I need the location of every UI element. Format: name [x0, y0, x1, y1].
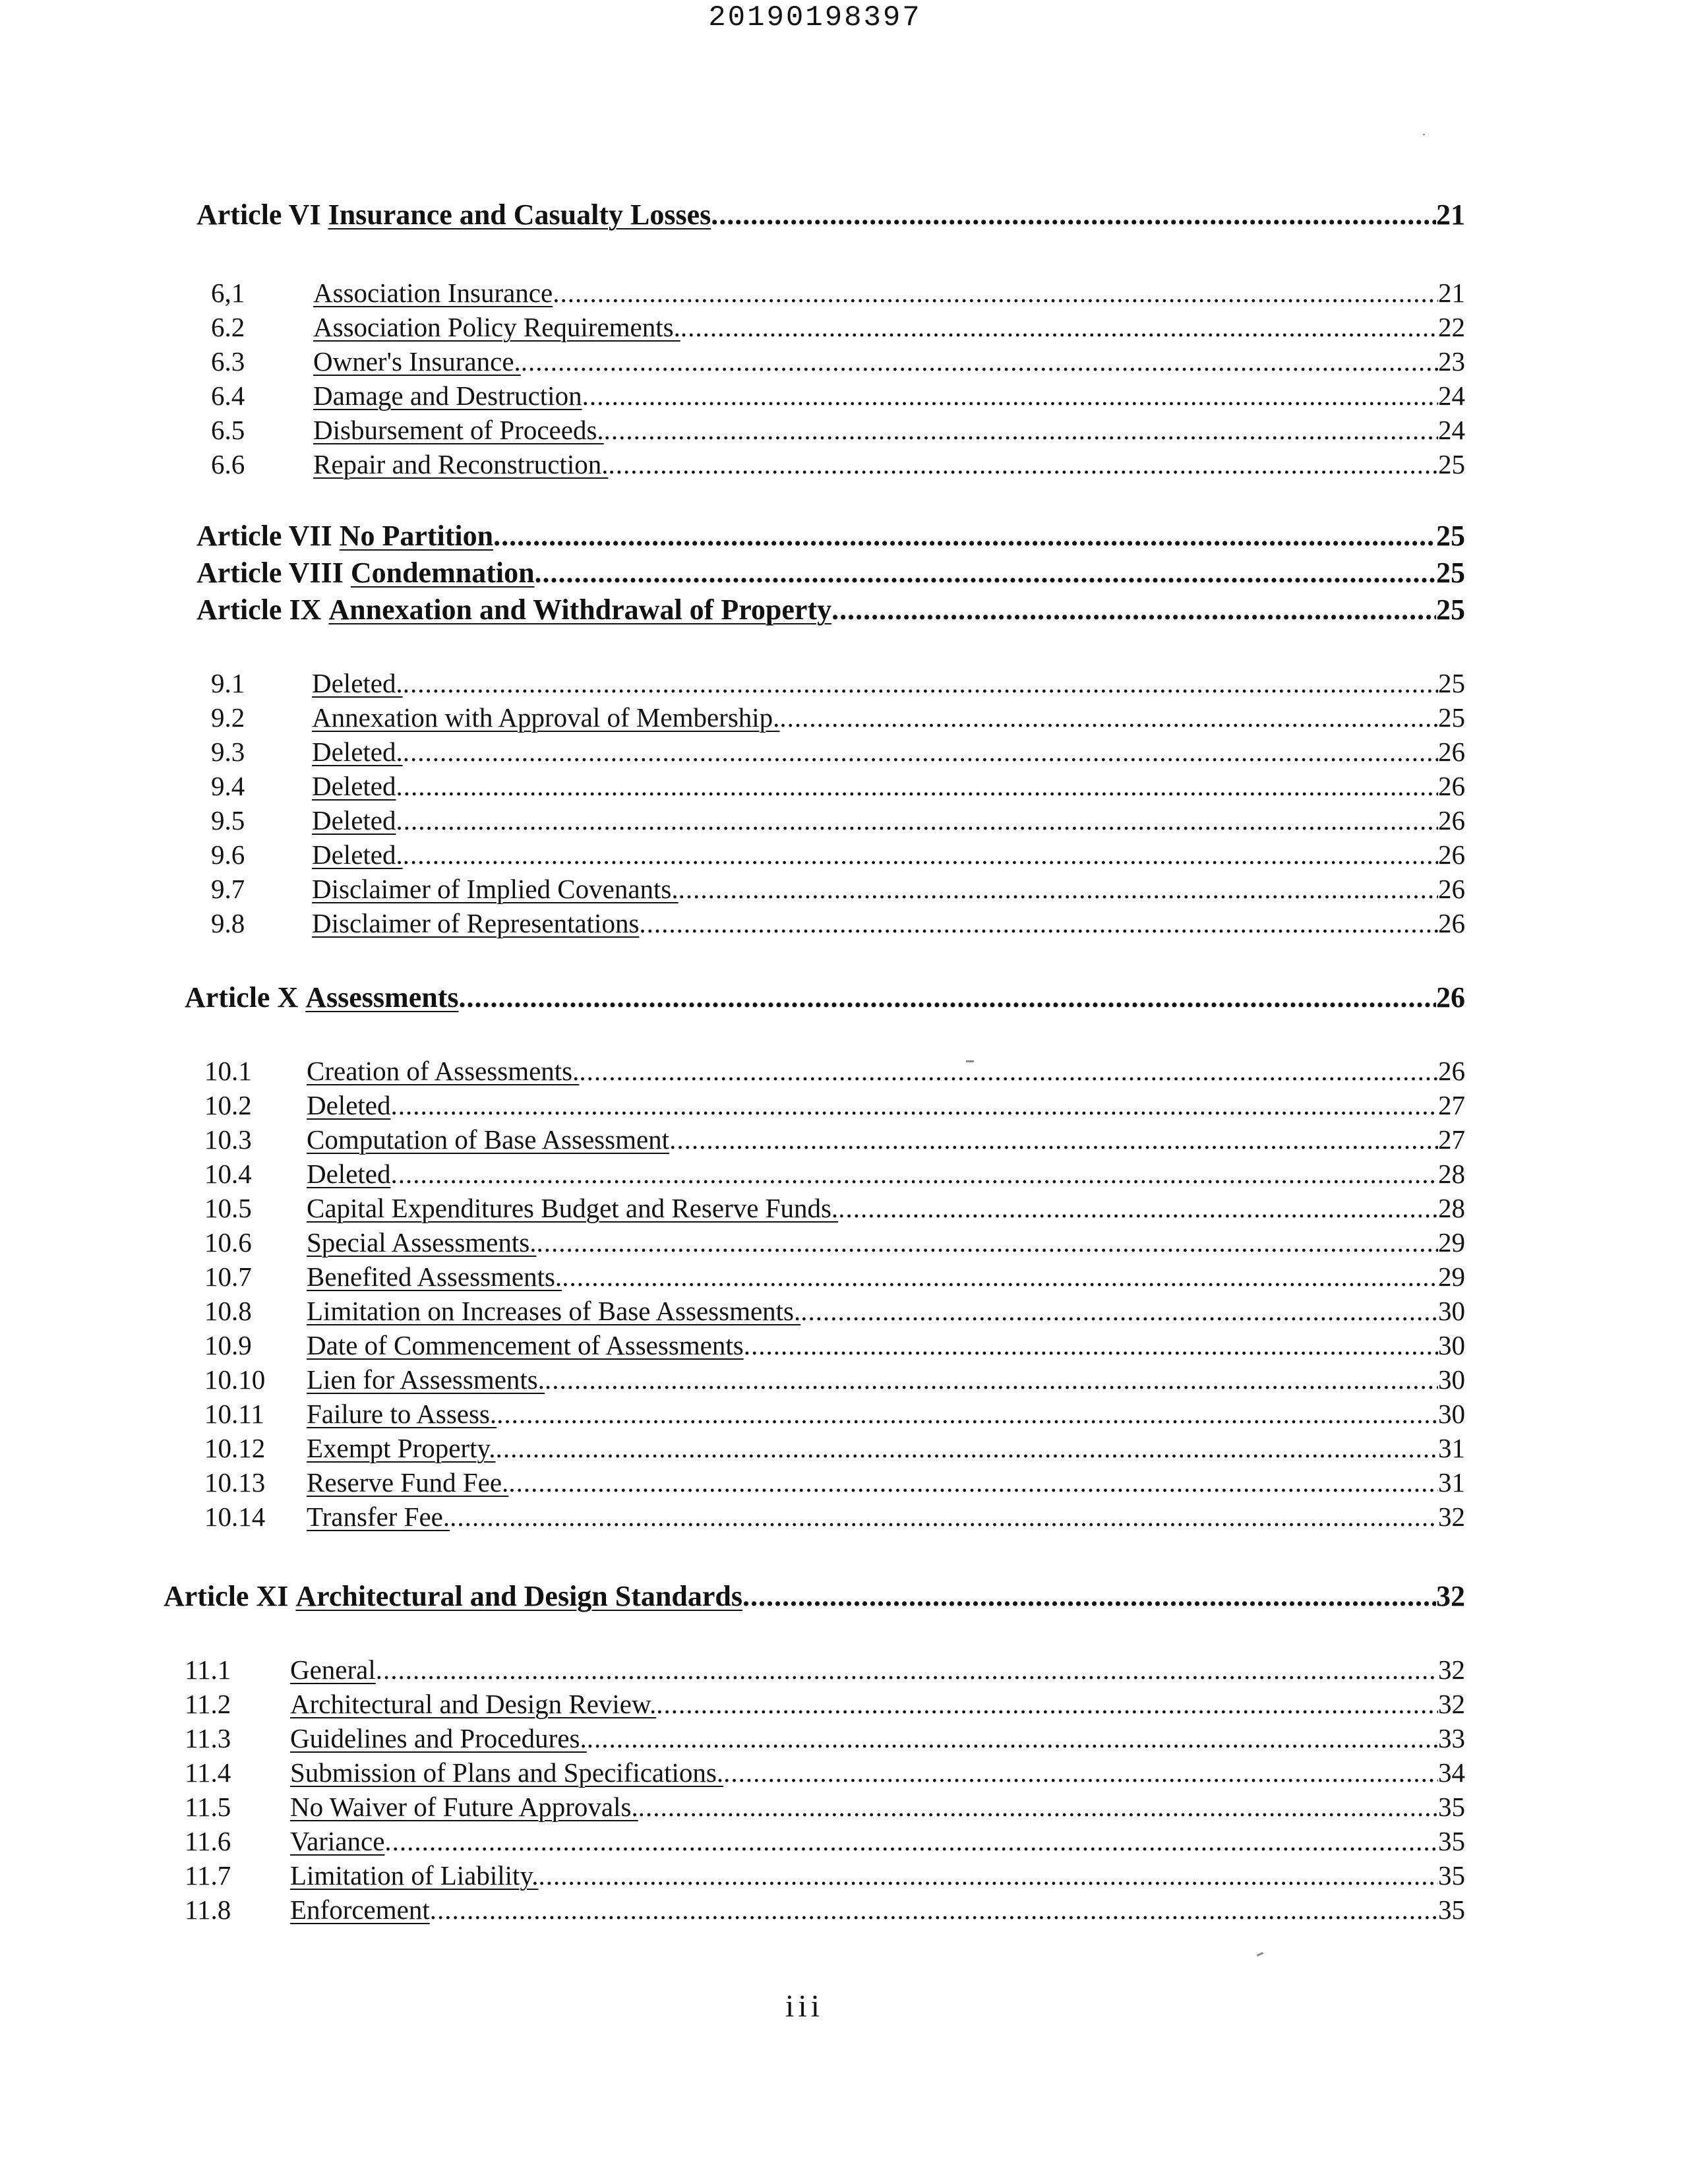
article-heading-row [164, 1579, 1465, 1613]
section-page-number: 27 [1438, 1124, 1465, 1155]
section-number: 10.1 [204, 1056, 252, 1086]
section-title-link[interactable]: Association Insurance [313, 278, 553, 308]
label-space [321, 198, 328, 231]
dot-leader [678, 873, 1438, 905]
dot-leader [545, 1364, 1438, 1395]
dot-leader [458, 981, 1436, 1014]
section-number: 9.2 [211, 702, 245, 733]
toc-section-row [204, 1261, 1465, 1292]
dot-leader [838, 1192, 1438, 1224]
section-page-number: 28 [1438, 1193, 1465, 1223]
section-page-number: 34 [1438, 1757, 1465, 1788]
dot-leader [639, 907, 1438, 939]
section-page-number: 26 [1438, 737, 1465, 767]
toc-section-row [204, 1227, 1465, 1258]
article-page-number: 21 [1436, 198, 1465, 231]
toc-section-row [204, 1158, 1465, 1190]
label-space [288, 1579, 295, 1613]
section-number: 9.7 [211, 874, 245, 904]
label-space [298, 981, 305, 1014]
section-number: 11.1 [185, 1654, 231, 1685]
section-title-link[interactable]: General [290, 1654, 376, 1685]
section-page-number: 23 [1438, 346, 1465, 377]
section-page-number: 32 [1438, 1654, 1465, 1685]
article-heading-row [196, 198, 1465, 231]
toc-section-row [185, 1825, 1465, 1857]
article-page-number: 25 [1436, 557, 1465, 589]
section-number: 11.4 [185, 1757, 231, 1788]
section-page-number: 26 [1438, 771, 1465, 801]
section-page-number: 25 [1438, 668, 1465, 698]
article-page-number: 25 [1436, 520, 1465, 552]
section-title-link[interactable]: Disclaimer of Implied Covenants. [312, 874, 678, 904]
toc-section-row [211, 277, 1465, 309]
toc-section-row [185, 1894, 1465, 1926]
toc-section-row [211, 448, 1465, 480]
section-number: 6.3 [211, 346, 245, 377]
toc-section-row [185, 1757, 1465, 1788]
dot-leader [656, 1688, 1438, 1720]
dot-leader [680, 311, 1438, 343]
article-label: Article IX [196, 593, 322, 626]
article-page-number: 32 [1436, 1580, 1465, 1612]
section-number: 11.8 [185, 1895, 231, 1925]
label-space [321, 593, 328, 626]
section-number: 9.6 [211, 839, 245, 870]
scan-speck [1257, 1952, 1263, 1957]
section-number: 6.2 [211, 312, 245, 342]
label-space [344, 556, 351, 590]
section-title-link[interactable]: Computation of Base Assessment [307, 1124, 670, 1155]
section-number: 6.4 [211, 380, 245, 411]
toc-section-row [185, 1654, 1465, 1685]
section-number: 10.11 [204, 1399, 264, 1429]
section-page-number: 26 [1438, 874, 1465, 904]
section-page-number: 33 [1438, 1723, 1465, 1753]
article-title-link[interactable]: Annexation and Withdrawal of Property [328, 593, 832, 626]
dot-leader [450, 1501, 1438, 1532]
section-page-number: 24 [1438, 415, 1465, 445]
section-number: 9.3 [211, 737, 245, 767]
dot-leader [430, 1894, 1438, 1926]
section-number: 9.5 [211, 805, 245, 835]
dot-leader [638, 1791, 1438, 1823]
dot-leader [508, 1467, 1438, 1498]
section-title-link[interactable]: Disclaimer of Representations [312, 908, 640, 938]
section-number: 10.7 [204, 1261, 252, 1292]
toc-section-row [211, 907, 1465, 939]
section-title-link[interactable]: Capital Expenditures Budget and Reserve Funds. [307, 1193, 839, 1223]
section-number: 11.5 [185, 1792, 231, 1822]
section-number: 10.3 [204, 1124, 252, 1155]
section-title-link[interactable]: Enforcement [290, 1895, 430, 1925]
section-page-number: 35 [1438, 1895, 1465, 1925]
article-label: Article XI [164, 1580, 289, 1612]
dot-leader [384, 1825, 1438, 1857]
dot-leader [579, 1055, 1438, 1087]
toc-section-row [211, 414, 1465, 446]
section-page-number: 32 [1438, 1689, 1465, 1719]
article-title-link[interactable]: Architectural and Design Standards [295, 1580, 742, 1612]
section-page-number: 26 [1438, 1056, 1465, 1086]
document-number: 20190198397 [708, 1, 922, 34]
section-number: 6.5 [211, 415, 245, 445]
section-title-link[interactable]: Exempt Property. [307, 1433, 496, 1463]
section-title-link[interactable]: Deleted [307, 1159, 391, 1189]
section-page-number: 30 [1438, 1296, 1465, 1326]
dot-leader [376, 1654, 1438, 1685]
dot-leader [562, 1261, 1438, 1292]
section-number: 9.1 [211, 668, 245, 698]
dot-leader [403, 839, 1438, 870]
dot-leader [669, 1124, 1438, 1155]
dot-leader [521, 346, 1438, 377]
section-number: 10.10 [204, 1364, 266, 1395]
section-title-link[interactable]: Lien for Assessments. [307, 1364, 545, 1395]
toc-section-row [204, 1364, 1465, 1395]
section-page-number: 35 [1438, 1860, 1465, 1891]
article-label: Article VII [196, 520, 332, 552]
section-title-link[interactable]: Association Policy Requirements. [313, 312, 680, 342]
dot-leader [403, 667, 1438, 699]
section-title-link[interactable]: Special Assessments. [307, 1227, 537, 1258]
section-page-number: 28 [1438, 1159, 1465, 1189]
toc-section-row [211, 804, 1465, 836]
dot-leader [403, 736, 1438, 768]
dot-leader [831, 593, 1436, 626]
section-title-link[interactable]: Transfer Fee. [307, 1502, 450, 1532]
section-number: 11.3 [185, 1723, 231, 1753]
section-number: 9.4 [211, 771, 245, 801]
article-heading-row [185, 981, 1465, 1014]
dot-leader [396, 804, 1438, 836]
section-title-link[interactable]: Variance [290, 1826, 385, 1856]
article-label: Article X [185, 981, 299, 1014]
section-title-link[interactable]: Disbursement of Proceeds. [313, 415, 604, 445]
toc-section-row [185, 1722, 1465, 1754]
section-number: 9.8 [211, 908, 245, 938]
section-number: 10.9 [204, 1330, 252, 1360]
dot-leader [742, 1579, 1436, 1613]
section-number: 10.13 [204, 1467, 266, 1498]
section-number: 10.5 [204, 1193, 252, 1223]
scan-speck [1423, 134, 1425, 135]
section-page-number: 31 [1438, 1467, 1465, 1498]
section-title-link[interactable]: Owner's Insurance. [313, 346, 521, 377]
section-title-link[interactable]: Deleted. [312, 737, 403, 767]
toc-section-row [204, 1192, 1465, 1224]
section-page-number: 30 [1438, 1364, 1465, 1395]
toc-section-row [211, 702, 1465, 733]
section-page-number: 25 [1438, 449, 1465, 479]
toc-section-row [204, 1295, 1465, 1327]
section-page-number: 26 [1438, 805, 1465, 835]
section-page-number: 35 [1438, 1792, 1465, 1822]
dot-leader [535, 556, 1436, 590]
article-title-link[interactable]: Assessments [305, 981, 459, 1014]
section-page-number: 24 [1438, 380, 1465, 411]
dot-leader [608, 448, 1438, 480]
toc-section-row [204, 1432, 1465, 1464]
toc-section-row [211, 873, 1465, 905]
toc-section-row [204, 1124, 1465, 1155]
section-title-link[interactable]: Deleted [312, 771, 396, 801]
toc-section-row [211, 736, 1465, 768]
section-number: 11.6 [185, 1826, 231, 1856]
label-space [332, 519, 340, 553]
section-page-number: 29 [1438, 1261, 1465, 1292]
section-title-link[interactable]: Architectural and Design Review. [290, 1689, 657, 1719]
section-number: 6.6 [211, 449, 245, 479]
section-page-number: 30 [1438, 1399, 1465, 1429]
scan-speck [966, 1060, 974, 1062]
dot-leader [396, 770, 1438, 802]
toc-section-row [204, 1501, 1465, 1532]
article-heading-row [196, 519, 1465, 553]
section-title-link[interactable]: Guidelines and Procedures. [290, 1723, 587, 1753]
article-page-number: 26 [1436, 981, 1465, 1014]
section-page-number: 26 [1438, 908, 1465, 938]
toc-section-row [211, 346, 1465, 377]
section-number: 10.6 [204, 1227, 252, 1258]
toc-section-row [204, 1089, 1465, 1121]
toc-section-row [185, 1860, 1465, 1891]
section-number: 6,1 [211, 278, 245, 308]
section-title-link[interactable]: Deleted [312, 805, 396, 835]
dot-leader [539, 1860, 1438, 1891]
section-page-number: 30 [1438, 1330, 1465, 1360]
dot-leader [779, 702, 1438, 733]
section-number: 11.2 [185, 1689, 231, 1719]
dot-leader [800, 1295, 1438, 1327]
article-heading-row [196, 556, 1465, 590]
dot-leader [496, 1432, 1438, 1464]
dot-leader [582, 380, 1438, 411]
section-title-link[interactable]: Deleted. [312, 839, 403, 870]
article-label: Article VI [196, 198, 321, 231]
section-page-number: 29 [1438, 1227, 1465, 1258]
section-page-number: 21 [1438, 278, 1465, 308]
section-title-link[interactable]: Deleted [307, 1090, 391, 1120]
section-title-link[interactable]: Submission of Plans and Specifications. [290, 1757, 724, 1788]
article-page-number: 25 [1436, 593, 1465, 626]
dot-leader [390, 1158, 1438, 1190]
section-number: 10.12 [204, 1433, 266, 1463]
section-title-link[interactable]: Reserve Fund Fee. [307, 1467, 509, 1498]
section-title-link[interactable]: Failure to Assess. [307, 1399, 497, 1429]
toc-section-row [185, 1688, 1465, 1720]
section-page-number: 26 [1438, 839, 1465, 870]
article-label: Article VIII [196, 557, 344, 589]
section-page-number: 22 [1438, 312, 1465, 342]
toc-section-row [211, 311, 1465, 343]
section-title-link[interactable]: Limitation on Increases of Base Assessments. [307, 1296, 801, 1326]
section-page-number: 25 [1438, 702, 1465, 733]
section-title-link[interactable]: Repair and Reconstruction. [313, 449, 609, 479]
section-number: 10.2 [204, 1090, 252, 1120]
toc-section-row [211, 667, 1465, 699]
dot-leader [493, 519, 1436, 553]
section-title-link[interactable]: Damage and Destruction [313, 380, 582, 411]
section-number: 10.4 [204, 1159, 252, 1189]
section-number: 10.14 [204, 1502, 266, 1532]
dot-leader [390, 1089, 1438, 1121]
dot-leader [587, 1722, 1438, 1754]
section-title-link[interactable]: Creation of Assessments. [307, 1056, 580, 1086]
dot-leader [711, 198, 1436, 231]
section-number: 10.8 [204, 1296, 252, 1326]
article-heading-row [196, 593, 1465, 626]
section-number: 11.7 [185, 1860, 231, 1891]
section-page-number: 32 [1438, 1502, 1465, 1532]
page-number-footer: iii [785, 1989, 824, 2024]
dot-leader [604, 414, 1438, 446]
section-page-number: 27 [1438, 1090, 1465, 1120]
section-title-link[interactable]: Annexation with Approval of Membership. [312, 702, 780, 733]
dot-leader [497, 1398, 1438, 1430]
dot-leader [536, 1227, 1438, 1258]
section-title-link[interactable]: No Waiver of Future Approvals. [290, 1792, 638, 1822]
article-title-link[interactable]: Condemnation [350, 557, 535, 589]
toc-section-row [204, 1398, 1465, 1430]
toc-section-row [211, 839, 1465, 870]
toc-section-row [211, 380, 1465, 411]
dot-leader [723, 1757, 1438, 1788]
section-title-link[interactable]: Benefited Assessments. [307, 1261, 562, 1292]
article-title-link[interactable]: No Partition [339, 520, 494, 552]
section-page-number: 35 [1438, 1826, 1465, 1856]
article-title-link[interactable]: Insurance and Casualty Losses [328, 198, 711, 231]
dot-leader [553, 277, 1438, 309]
section-title-link[interactable]: Date of Commencement of Assessments [307, 1330, 744, 1360]
toc-section-row [204, 1055, 1465, 1087]
toc-section-row [185, 1791, 1465, 1823]
section-title-link[interactable]: Limitation of Liability. [290, 1860, 539, 1891]
toc-section-row [211, 770, 1465, 802]
toc-section-row [204, 1329, 1465, 1361]
section-title-link[interactable]: Deleted. [312, 668, 403, 698]
dot-leader [744, 1329, 1438, 1361]
toc-section-row [204, 1467, 1465, 1498]
section-page-number: 31 [1438, 1433, 1465, 1463]
